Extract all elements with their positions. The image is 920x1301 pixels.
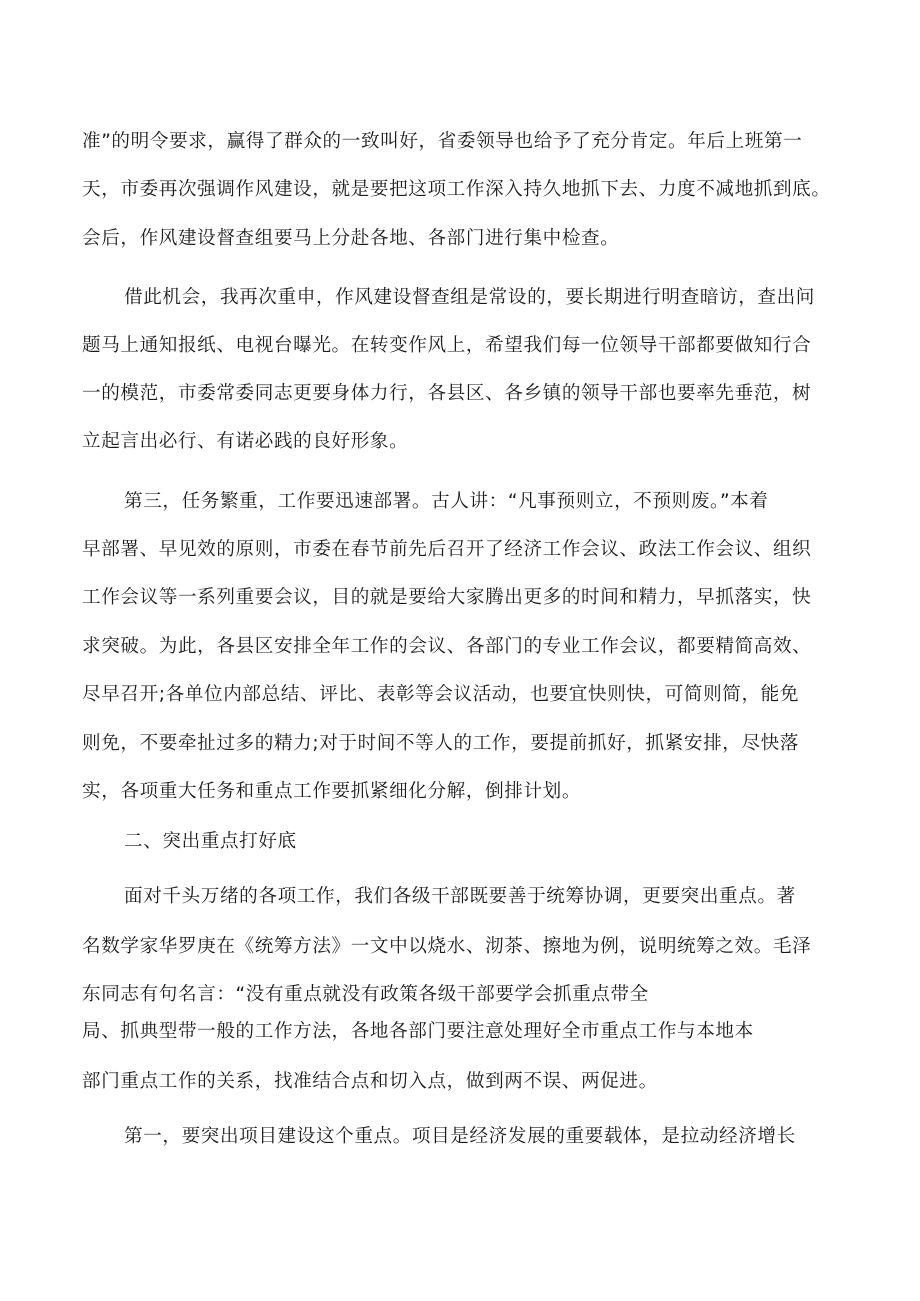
- paragraph-first-line: 面对千头万绪的各项工作，我们各级干部既要善于统筹协调，更要突出重点。著: [124, 886, 796, 907]
- text-line: 尽早召开;各单位内部总结、评比、表彰等会议活动，也要宜快则快，可简则简，能免: [82, 684, 800, 705]
- text-line: 天，市委再次强调作风建设，就是要把这项工作深入持久地抓下去、力度不减地抓到底。: [82, 179, 831, 200]
- text-line: 立起言出必行、有诺必践的良好形象。: [82, 431, 409, 452]
- text-line: 东同志有句名言：“没有重点就没有政策各级干部要学会抓重点带全: [82, 984, 649, 1005]
- text-line: 准”的明令要求，赢得了群众的一致叫好，省委领导也给予了充分肯定。年后上班第一: [82, 131, 803, 152]
- paragraph-first-line: 第一，要突出项目建设这个重点。项目是经济发展的重要载体，是拉动经济增长: [124, 1126, 796, 1147]
- text-line: 题马上通知报纸、电视台曝光。在转变作风上，希望我们每一位领导干部都要做知行合: [82, 335, 812, 356]
- text-line: 早部署、早见效的原则，市委在春节前先后召开了经济工作会议、政法工作会议、组织: [82, 539, 812, 560]
- text-line: 工作会议等一系列重要会议，目的就是要给大家腾出更多的时间和精力，早抓落实，快: [82, 587, 812, 608]
- text-line: 会后，作风建设督查组要马上分赴各地、各部门进行集中检查。: [82, 228, 620, 249]
- paragraph-first-line: 借此机会，我再次重申，作风建设督查组是常设的，要长期进行明查暗访，查出问: [124, 287, 815, 308]
- text-line: 求突破。为此，各县区安排全年工作的会议、各部门的专业工作会议，都要精简高效、: [82, 636, 812, 657]
- text-line: 一的模范，市委常委同志更要身体力行，各县区、各乡镇的领导干部也要率先垂范，树: [82, 383, 812, 404]
- text-line: 名数学家华罗庚在《统筹方法》一文中以烧水、沏茶、擦地为例，说明统筹之效。毛泽: [82, 936, 812, 957]
- text-line: 局、抓典型带一般的工作方法，各地各部门要注意处理好全市重点工作与本地本: [82, 1021, 754, 1042]
- section-heading: 二、突出重点打好底: [124, 831, 297, 852]
- text-line: 实，各项重大任务和重点工作要抓紧细化分解，倒排计划。: [82, 781, 582, 802]
- text-line: 部门重点工作的关系，找准结合点和切入点，做到两不误、两促进。: [82, 1071, 658, 1092]
- paragraph-first-line: 第三，任务繁重，工作要迅速部署。古人讲：“凡事预则立，不预则废。”本着: [124, 491, 769, 512]
- text-line: 则免，不要牵扯过多的精力;对于时间不等人的工作，要提前抓好，抓紧安排，尽快落: [82, 733, 800, 754]
